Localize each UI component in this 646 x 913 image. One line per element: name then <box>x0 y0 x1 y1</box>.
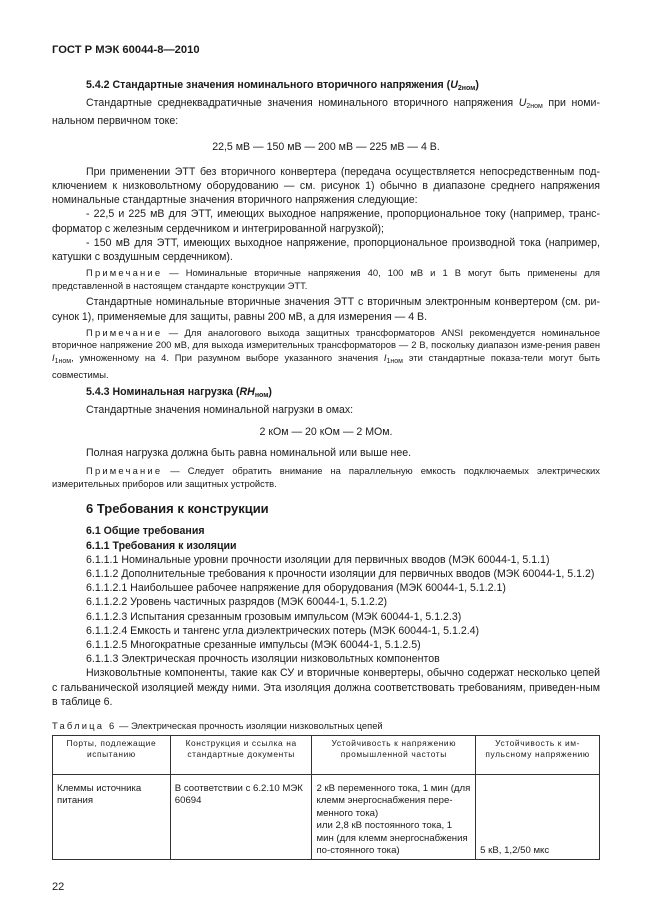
table-header-cell: Устойчивость к им-пульсному напряжению <box>476 736 600 775</box>
table-cell: 2 кВ переменного тока, 1 мин (для клемм энергоснабжения пере-менного тока) или 2,8 кВ постоянного тока, 1 мин (для клемм энергоснабжения по-стоянного тока) <box>312 775 476 860</box>
table-caption: Таблица 6 — Электрическая прочность изоляции низковольтных цепей <box>52 720 383 732</box>
equation: 22,5 мВ — 150 мВ — 200 мВ — 225 мВ — 4 В. <box>212 140 440 153</box>
page-content <box>52 78 600 860</box>
list-item: 6.1.1.2.3 Испытания срезанным грозовым импульсом (МЭК 60044-1, 5.1.2.3) <box>86 610 462 623</box>
list-item: 6.1.1.2.4 Емкость и тангенс угла диэлектрических потерь (МЭК 60044-1, 5.1.2.4) <box>86 624 480 637</box>
table-header-cell: Порты, подлежащие испытанию <box>53 736 171 775</box>
note: Примечание — Номинальные вторичные напряжения 40, 100 мВ и 1 В могут быть применены для представленной в настоящем стандарте конструкции ЭТТ. <box>52 267 600 291</box>
list-item: 6.1.1.2.2 Уровень частичных разрядов (МЭК 60044-1, 5.1.2.2) <box>86 596 388 609</box>
list-item: 6.1.1.2.5 Многократные срезанные импульсы (МЭК 60044-1, 5.1.2.5) <box>86 639 421 652</box>
note: Примечание — Для аналогового выхода защитных трансформаторов ANSI рекомендуется номинальное вторичное напряжение 200 мВ, для выхода измерительных трансформаторов — 2 В, поскольку диапазон изме-рения равен $I_{1ном}$, умноженному на 4. При разумном выборе указанного значения $I_{1ном}$ эти стандартные показа-тели могут быть совместимы. <box>52 326 600 380</box>
section-6-title: 6 Требования к конструкции <box>86 501 269 517</box>
table-header-cell: Конструкция и ссылка на стандартные документы <box>170 736 312 775</box>
list-item: 6.1.1.2 Дополнительные требования к прочности изоляции для первичных вводов (МЭК 60044-1, 5.1.2) <box>86 568 595 581</box>
section-6-1-1-title: 6.1.1 Требования к изоляции <box>86 539 237 552</box>
table-header-cell: Устойчивость к напряжению промышленной частоты <box>312 736 476 775</box>
section-5-4-2-title: 5.4.2 Стандартные значения номинального вторичного напряжения $(U_{2ном})$ <box>86 79 479 92</box>
table-cell: В соответствии с 6.2.10 МЭК 60694 <box>170 775 312 860</box>
list-item: 6.1.1.1 Номинальные уровни прочности изоляции для первичных вводов (МЭК 60044-1, 5.1.1) <box>86 553 550 566</box>
equation: 2 кОм — 20 кОм — 2 МОм. <box>259 425 393 438</box>
paragraph: Стандартные среднеквадратичные значения номинального вторичного напряжения $U_{2ном}$ при номи-нальном первичном токе: <box>52 97 600 128</box>
table-row <box>53 775 600 860</box>
paragraph: Низковольтные компоненты, такие как СУ и вторичные конвертеры, обычно содержат несколько цепей с гальванической изоляцией между ними. Эта изоляция должна соответствовать требованиям, приведен-ным в таблице 6. <box>52 667 600 708</box>
page-number: 22 <box>52 881 65 893</box>
list-item: - 22,5 и 225 мВ для ЭТТ, имеющих выходное напряжение, пропорциональное току (например, транс-форматор с железным сердечником и интегрированной нагрузкой); <box>52 208 600 235</box>
paragraph: Полная нагрузка должна быть равна номинальной или выше нее. <box>86 446 412 459</box>
list-item: - 150 мВ для ЭТТ, имеющих выходное напряжение, пропорциональное производной тока (например, катушки с воздушным сердечником). <box>52 236 600 264</box>
document-header: ГОСТ Р МЭК 60044-8—2010 <box>52 44 200 56</box>
section-5-4-3-title: 5.4.3 Номинальная нагрузка $(RH_{ном})$ <box>86 386 272 400</box>
section-6-1-title: 6.1 Общие требования <box>86 525 205 538</box>
table-cell: Клеммы источника питания <box>53 775 171 860</box>
list-item: 6.1.1.2.1 Наибольшее рабочее напряжение для оборудования (МЭК 60044-1, 5.1.2.1) <box>86 582 506 595</box>
paragraph: При применении ЭТТ без вторичного конвертера (передача осуществляется непосредственным под-ключением к низковольтному оборудованию — см. рисунок 1) обычно в диапазоне среднего напряжения номинальные стандартные значения вторичного напряжения следующие: <box>52 165 600 207</box>
table-6 <box>52 735 600 860</box>
note: Примечание — Следует обратить внимание на параллельную емкость подключаемых электрических измерительных приборов или защитных устройств. <box>52 465 600 489</box>
paragraph: Стандартные значения номинальной нагрузки в омах: <box>86 404 354 417</box>
paragraph: Стандартные номинальные вторичные значения ЭТТ с вторичным электронным конвертером (см. ри-сунок 1), применяемые для защиты, равны 200 мВ, а для измерения — 4 В. <box>52 296 600 323</box>
list-item: 6.1.1.3 Электрическая прочность изоляции низковольтных компонентов <box>86 653 440 666</box>
table-cell: 5 кВ, 1,2/50 мкс <box>476 775 600 860</box>
table-header-row <box>53 736 600 775</box>
